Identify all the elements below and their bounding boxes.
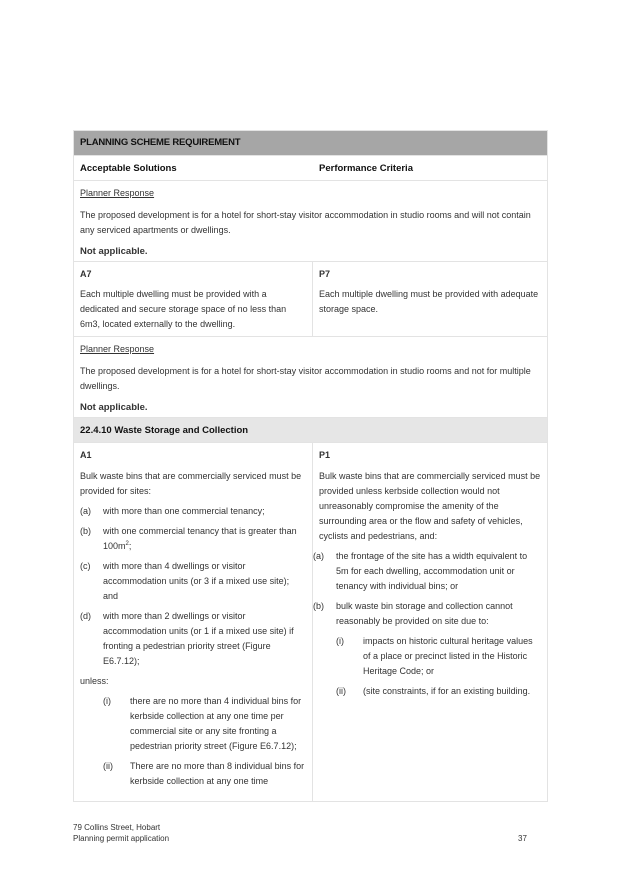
footer-address: 79 Collins Street, Hobart: [73, 823, 161, 832]
a1-p1-row: [74, 442, 547, 801]
response-label: Planner Response: [80, 344, 155, 354]
list-item: (a) the frontage of the site has a width equivalent to 5m for each dwelling, accommodation unit or tenancy with individual bins; or: [313, 551, 528, 591]
sub-list-item: (i) impacts on historic cultural heritage values of a place or precinct listed in the Historic Heritage Code; or: [336, 636, 533, 676]
planner-response-2: [74, 336, 547, 417]
response-label: Planner Response: [80, 188, 155, 198]
a7-text: Each multiple dwelling must be provided with a dedicated and secure storage space of no less than 6m3, located externally to the dwelling.: [80, 289, 287, 329]
a1-code: A1: [80, 450, 92, 460]
sub-list-item: (i) there are no more than 4 individual bins for kerbside collection at any one time per commercial site or any site fronting a pedestrian priority street (Figure E6.7.12);: [103, 696, 302, 751]
table-header: PLANNING SCHEME REQUIREMENT: [74, 131, 547, 155]
response-text: The proposed development is for a hotel for short-stay visitor accommodation in studio rooms and not for multiple dwellings.: [80, 366, 531, 391]
footer-document: Planning permit application: [73, 834, 170, 843]
p7-code: P7: [319, 269, 331, 279]
list-item: (a) with more than one commercial tenancy;: [80, 506, 265, 516]
footer: [73, 822, 169, 844]
col-performance-criteria: Performance Criteria: [319, 163, 413, 174]
list-item: (d) with more than 2 dwellings or visitor accommodation units (or 1 if a mixed use site) if fronting a pedestrian priority street (Figure E6.7.12);: [80, 611, 294, 666]
p1-code: P1: [319, 450, 331, 460]
a7-p7-row: [74, 261, 547, 336]
unless-label: unless:: [80, 676, 109, 686]
page-number: 37: [518, 834, 527, 843]
planner-response-1: [74, 180, 547, 261]
p7-text: Each multiple dwelling must be provided with adequate storage space.: [319, 289, 539, 314]
column-headers: [74, 155, 547, 180]
list-item: (b) bulk waste bin storage and collection cannot reasonably be provided on site due to:: [313, 601, 513, 626]
requirements-table: [73, 130, 548, 802]
sub-list-item: (ii) There are no more than 8 individual bins for kerbside collection at any one time: [103, 761, 305, 786]
response-text: The proposed development is for a hotel for short-stay visitor accommodation in studio rooms and will not contain any serviced apartments or dwellings.: [80, 210, 531, 235]
p1-intro: Bulk waste bins that are commercially serviced must be provided unless kerbside collection would not unreasonably compromise the amenity of the surrounding area or the flow and safety of vehicles, cyclists and pedestrians, and:: [319, 471, 541, 541]
a1-intro: Bulk waste bins that are commercially serviced must be provided for sites:: [80, 471, 302, 496]
sub-list-item: (ii) (site constraints, if for an existing building.: [336, 686, 531, 696]
list-item: (b) with one commercial tenancy that is greater than $100m^2$;: [80, 526, 297, 551]
response-verdict: Not applicable.: [80, 402, 148, 413]
response-verdict: Not applicable.: [80, 246, 148, 257]
a7-code: A7: [80, 269, 92, 279]
col-acceptable-solutions: Acceptable Solutions: [80, 163, 177, 174]
list-item: (c) with more than 4 dwellings or visitor accommodation units (or 3 if a mixed use site); and: [80, 561, 290, 601]
section-header: 22.4.10 Waste Storage and Collection: [74, 417, 547, 442]
